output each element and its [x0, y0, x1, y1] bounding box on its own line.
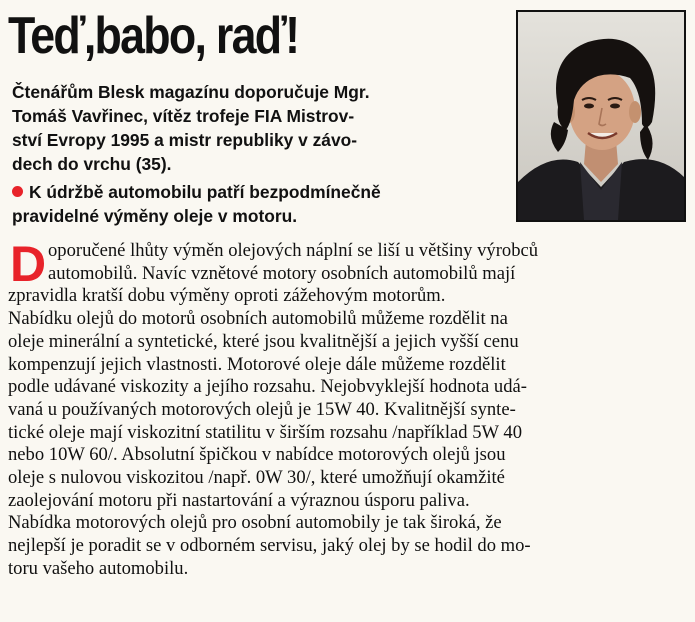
body-line: kompenzují jejich vlastnosti. Motorové oleje dále můžeme rozdělit [8, 353, 506, 375]
body-line: nebo 10W 60/. Absolutní špičkou v nabídce motorových olejů jsou [8, 444, 506, 466]
highlight-line: pravidelné výměny oleje v motoru. [12, 206, 298, 226]
body-line: zpravidla kratší dobu výměny oproti zážehovým motorům. [8, 285, 446, 307]
highlight-paragraph [12, 180, 517, 228]
headline: Teď,babo, raď! [8, 7, 299, 65]
highlight-text: K údržbě automobilu patří bezpodmínečně [29, 182, 381, 202]
body-line: Nabídka motorových olejů pro osobní automobily je tak široká, že [8, 512, 502, 534]
body-line: Nabídku olejů do motorů osobních automobilů můžeme rozdělit na [8, 308, 508, 330]
intro-line: Čtenářům Blesk magazínu doporučuje Mgr. [12, 82, 370, 102]
author-photo [516, 10, 686, 222]
body-line: oleje s nulovou viskozitou /např. 0W 30/, které umožňují okamžité [8, 467, 505, 489]
body-line: oporučené lhůty výměn olejových náplní se liší u většiny výrobců [48, 240, 539, 261]
body-line: toru vašeho automobilu. [8, 557, 189, 579]
intro-line: dech do vrchu (35). [12, 154, 172, 174]
body-line: automobilů. Navíc vznětové motory osobních automobilů mají [48, 262, 516, 284]
body-line: oleje minerální a syntetické, které jsou kvalitnější a jejich vyšší cenu [8, 330, 519, 352]
body-line: zaolejování motoru při nastartování a výraznou úsporu paliva. [8, 489, 470, 511]
body-line: vaná u používaných motorových olejů je 15W 40. Kvalitnější synte- [8, 398, 516, 420]
intro-line: Tomáš Vavřinec, vítěz trofeje FIA Mistrov- [12, 106, 355, 126]
article-body [8, 236, 688, 581]
body-line: podle udávané viskozity a jejího rozsahu. Nejobvyklejší hodnota udá- [8, 376, 527, 398]
drop-cap: D [10, 236, 47, 292]
intro-line: ství Evropy 1995 a mistr republiky v závo- [12, 130, 358, 150]
red-bullet-icon [12, 186, 23, 197]
portrait-image [518, 12, 684, 220]
intro-paragraph [12, 80, 512, 176]
highlight-line [12, 180, 517, 204]
body-line: nejlepší je poradit se v odborném servisu, jaký olej by se hodil do mo- [8, 535, 531, 557]
body-line: tické oleje mají viskozitní statilitu v širším rozsahu /například 5W 40 [8, 421, 522, 443]
